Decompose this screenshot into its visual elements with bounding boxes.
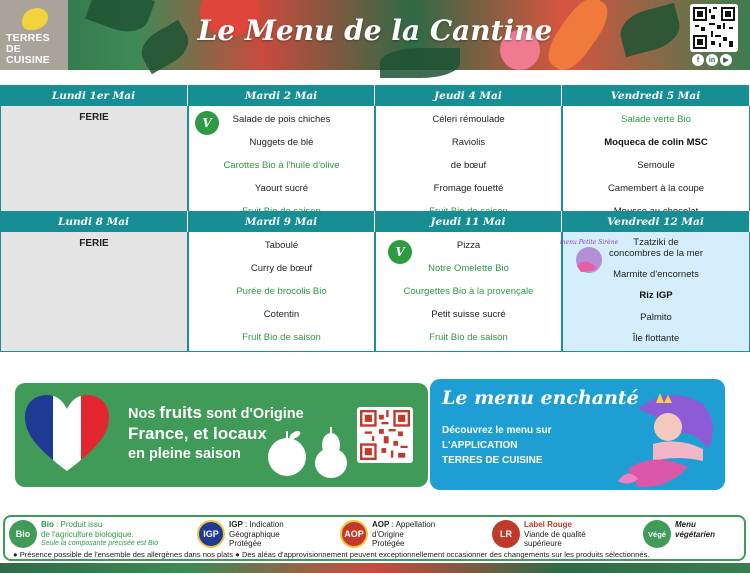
legend-bio-line-2: de l'agriculture biologique. — [41, 529, 134, 539]
legend-igp-desc: : Indication — [242, 520, 284, 529]
day-header: Mardi 9 Mai — [188, 211, 375, 232]
dish-item: Marmite d'encornets — [613, 269, 699, 281]
linkedin-icon[interactable]: in — [706, 54, 718, 66]
youtube-icon[interactable]: ▶ — [720, 54, 732, 66]
dish-item: Riz IGP — [639, 290, 673, 302]
bio-label-icon: Bio — [9, 520, 37, 548]
legend-vegetarian — [643, 520, 715, 548]
page-title: Le Menu de la Cantine — [197, 14, 553, 47]
brand-name: TERRES DE CUISINE — [6, 32, 50, 66]
day-column-thursday — [375, 106, 562, 226]
legend-label-rouge-text — [524, 520, 586, 549]
footer-decoration — [0, 563, 750, 573]
dish-item: Palmito — [640, 311, 672, 323]
promo-qr-code-icon[interactable] — [357, 407, 413, 463]
dish-list — [563, 106, 749, 225]
brand-logo[interactable] — [0, 0, 68, 70]
day-column-monday-holiday — [0, 232, 188, 352]
legend-bio-title: Bio — [41, 520, 54, 529]
dish-item: Pizza — [456, 240, 481, 251]
legend-label-rouge-line-1 — [524, 520, 586, 530]
day-column-monday-holiday — [0, 106, 188, 226]
dish-item: Curry de bœuf — [250, 263, 313, 274]
day-header: Vendredi 12 Mai — [562, 211, 750, 232]
legend-aop-text — [372, 520, 435, 549]
app-promo-line-3: TERRES DE CUISINE — [442, 455, 543, 466]
legend-aop-line-3: Protégée — [372, 539, 405, 548]
legend-box — [3, 515, 746, 561]
social-links — [692, 54, 732, 66]
origin-line-2: France, et locaux — [128, 424, 267, 443]
app-promo-line-2: L'APPLICATION — [442, 440, 518, 451]
dish-item: Camembert à la coupe — [607, 183, 705, 194]
day-column-tuesday — [188, 106, 375, 226]
dish-item: Moqueca de colin MSC — [604, 137, 708, 148]
leaf-decoration — [616, 3, 684, 57]
allergen-note: Présence possible de l'ensemble des allergènes dans nos plats — [19, 550, 234, 559]
app-promo-line-1: Découvrez le menu sur — [442, 425, 552, 436]
dish-item-bio: Carottes Bio à l'huile d'olive — [223, 160, 340, 171]
qr-code-graphic — [693, 7, 735, 49]
dish-item-bio: Salade verte Bio — [621, 114, 691, 125]
leaf-decoration — [85, 0, 155, 39]
dish-list — [376, 106, 561, 225]
qr-code-icon[interactable] — [690, 4, 738, 52]
mermaid-badge-text: menu Petite Sirène — [559, 239, 619, 246]
bird-icon — [22, 8, 48, 30]
dish-item: Semoule — [637, 160, 675, 171]
day-header: Jeudi 4 Mai — [375, 85, 562, 106]
legend-igp-text — [229, 520, 284, 549]
holiday-label: FERIE — [79, 238, 109, 249]
origin-line-1c: sont d'Origine — [201, 406, 304, 422]
legend-aop-title: AOP — [372, 520, 390, 529]
dish-item: Île flottante — [632, 332, 680, 344]
legend-label-rouge-line-3: supérieure — [524, 539, 562, 548]
dish-list — [189, 232, 374, 351]
dish-list — [376, 232, 561, 351]
dish-item: Raviolis — [451, 137, 486, 148]
igp-label-icon: IGP — [197, 520, 225, 548]
dish-item: Fromage fouetté — [433, 183, 504, 194]
day-header: Vendredi 5 Mai — [562, 85, 750, 106]
dish-item: Yaourt sucré — [254, 183, 309, 194]
app-promo-banner[interactable] — [430, 379, 725, 490]
legend-igp-line-3: Protégée — [229, 539, 262, 548]
dish-item: Salade de pois chiches — [232, 114, 331, 125]
legend-footnotes — [13, 550, 649, 559]
dish-item: Taboulé — [264, 240, 299, 251]
day-header: Lundi 8 Mai — [0, 211, 188, 232]
legend-igp-line-2: Géographique — [229, 529, 280, 539]
day-column-friday — [562, 106, 750, 226]
day-header: Jeudi 11 Mai — [375, 211, 562, 232]
day-header: Lundi 1er Mai — [0, 85, 188, 106]
dish-list — [563, 232, 749, 351]
dish-item-bio: Purée de brocolis Bio — [236, 286, 327, 297]
france-heart-icon — [25, 395, 109, 473]
bullet-icon: ● — [235, 550, 240, 559]
holiday-label: FERIE — [79, 112, 109, 123]
vegetarian-label-icon: Végé — [643, 520, 671, 548]
label-rouge-icon: LR — [492, 520, 520, 548]
day-header: Mardi 2 Mai — [188, 85, 375, 106]
legend-vegetarian-text — [675, 520, 715, 539]
legend-bio — [9, 520, 158, 549]
dish-item: Céleri rémoulade — [432, 114, 505, 125]
dish-item: de bœuf — [450, 160, 487, 171]
app-promo-text — [442, 423, 551, 468]
legend-bio-text — [41, 520, 158, 549]
dish-item-bio: Courgettes Bio à la provençale — [403, 286, 534, 297]
promo-qr-graphic — [360, 410, 410, 460]
day-column-tuesday — [188, 232, 375, 352]
origin-france-banner — [15, 383, 428, 487]
legend-igp — [197, 520, 284, 549]
dish-item-bio: Notre Omelette Bio — [428, 263, 509, 274]
legend-bio-note: Seule la composante précisée est Bio — [41, 540, 159, 547]
legend-label-rouge-title: Label Rouge — [524, 520, 573, 529]
dish-item: Tzatziki de concombres de la mer — [609, 237, 703, 260]
legend-aop — [340, 520, 435, 549]
leaf-decoration — [380, 48, 460, 78]
dish-item-bio: Fruit Bio de saison — [242, 332, 321, 343]
day-column-friday-themed — [559, 232, 750, 352]
bullet-icon: ● — [13, 550, 18, 559]
mermaid-illustration-icon — [608, 389, 723, 489]
aop-label-icon: AOP — [340, 520, 368, 548]
legend-aop-line-2: d'Origine — [372, 529, 404, 539]
apple-pear-icon — [265, 427, 355, 479]
origin-line-3: en pleine saison — [128, 446, 241, 462]
legend-igp-line-1 — [229, 520, 284, 530]
legend-vegetarian-line-2: végétarien — [675, 529, 716, 539]
supply-note: Des aléas d'approvisionnement peuvent exceptionnellement occasionner des changements sur les produits sélectionnés. — [241, 550, 650, 559]
dish-item: Nuggets de blé — [249, 137, 314, 148]
facebook-icon[interactable]: f — [692, 54, 704, 66]
legend-igp-title: IGP — [229, 520, 243, 529]
legend-aop-line-1 — [372, 520, 435, 530]
origin-line-1b: fruits — [159, 403, 202, 422]
legend-vegetarian-line-1: Menu — [675, 520, 696, 529]
dish-item: Petit suisse sucré — [431, 309, 506, 320]
legend-label-rouge-line-2: Viande de qualité — [524, 529, 586, 539]
week-2-grid — [0, 211, 750, 352]
origin-line-1a: Nos — [128, 406, 160, 422]
dish-item-bio: Fruit Bio de saison — [429, 332, 508, 343]
origin-line-1 — [128, 403, 304, 424]
week-1-grid — [0, 85, 750, 226]
legend-aop-desc: : Appellation — [389, 520, 436, 529]
legend-bio-desc: : Produit issu — [53, 520, 103, 529]
vegetarian-badge-icon: V — [195, 111, 219, 135]
legend-label-rouge — [492, 520, 586, 549]
vegetarian-badge-icon: V — [388, 240, 412, 264]
dish-list — [189, 106, 374, 225]
legend-bio-line-1 — [41, 520, 158, 530]
header-banner — [0, 0, 750, 70]
dish-item: Cotentin — [263, 309, 300, 320]
app-promo-title: Le menu enchanté — [442, 387, 639, 409]
day-column-thursday — [375, 232, 562, 352]
